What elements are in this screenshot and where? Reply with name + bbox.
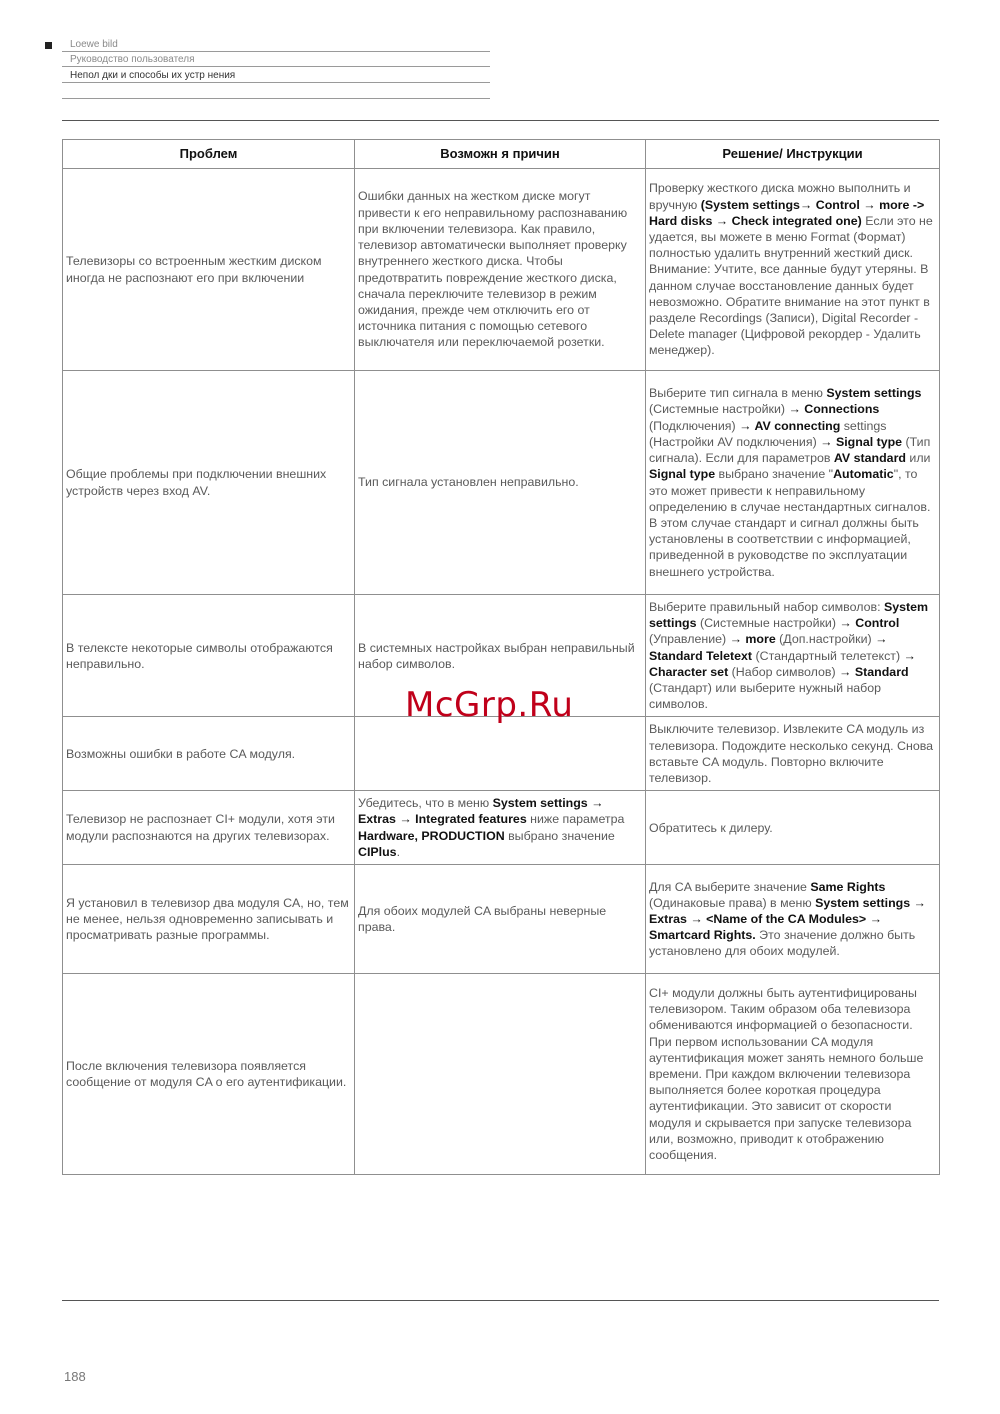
problem-cell: Возможны ошибки в работе CA модуля.: [63, 717, 355, 791]
solution-text-segment: (Одинаковые права) в меню: [649, 895, 816, 910]
solution-text-segment: → Signal type: [820, 434, 903, 449]
solution-text-segment: или: [905, 451, 931, 466]
solution-text-segment: Обратитесь к дилеру.: [649, 820, 773, 835]
solution-text-segment: (Стандартный телетекст): [752, 648, 904, 663]
problem-cell: Телевизоры со встроенным жестким диском иногда не распознают его при включении: [63, 169, 355, 371]
troubleshooting-table: [62, 139, 940, 1175]
solution-cell: [646, 717, 940, 791]
table-row: [63, 791, 940, 865]
solution-text-segment: Same Rights: [810, 879, 886, 894]
cause-cell: В системных настройках выбран неправильный набор символов.: [355, 595, 646, 717]
solution-text-segment: → Control: [839, 616, 900, 631]
cause-cell: [355, 974, 646, 1175]
solution-text-segment: CI+ модули должны быть аутентифицированы телевизором. Таким образом оба телевизора обмениваются информацией о безопасности. При первом использовании CA модуля аутентификация может занять немного больше времени. При каждом включении телевизора выполняется более короткая процедура аутентификации. Это зависит от скорости модуля и скрывается при запуске телевизора или, возможно, приводит к отображению сообщения.: [649, 985, 924, 1162]
solution-text-segment: ", то это может привести к неправильному определению в случае нестандартных сигналов. В этом случае стандарт и сигнал должны быть установлены в соответствии с информацией, приведенной в руководстве по эксплуатации внешнего устройства.: [649, 467, 931, 579]
solution-text-segment: (Стандарт) или выберите нужный набор символов.: [649, 681, 882, 712]
solution-text-segment: (System settings→ Control → more -> Hard disks → Check integrated one): [649, 197, 925, 228]
problem-cell: Общие проблемы при подключении внешних устройств через вход AV.: [63, 371, 355, 595]
cause-cell: [355, 791, 646, 865]
cause-cell: [355, 717, 646, 791]
table-header-row: [63, 140, 940, 169]
solution-text-segment: Проверку жесткого диска можно выполнить и вручную: [649, 181, 911, 212]
solution-text-segment: (Системные настройки): [696, 616, 840, 631]
cause-text-segment: Hardware, PRODUCTION: [358, 828, 505, 843]
solution-text-segment: System settings: [826, 386, 922, 401]
solution-text-segment: (Доп.настройки): [775, 632, 876, 647]
problem-cell: Телевизор не распознает CI+ модули, хотя эти модули распознаются на других телевизорах.: [63, 791, 355, 865]
solution-text-segment: (Тип сигнала). Если для параметров: [649, 434, 931, 466]
solution-text-segment: выбрано значение ": [715, 467, 834, 482]
cause-text-segment: System settings → Extras → Integrated features: [358, 796, 604, 827]
solution-text-segment: → AV connecting: [739, 418, 841, 433]
solution-text-segment: (Подключения): [649, 418, 740, 433]
solution-cell: [646, 791, 940, 865]
cause-text-segment: выбрано значение: [504, 828, 615, 843]
problem-cell: После включения телевизора появляется сообщение от модуля CA о его аутентификации.: [63, 974, 355, 1175]
solution-text-segment: System settings → Extras → <Name of the CA Modules> → Smartcard Rights.: [649, 895, 926, 943]
problem-cell: Я установил в телевизор два модуля CA, но, тем не менее, нельзя одновременно записывать и просматривать разные программы.: [63, 865, 355, 974]
bottom-rule: [62, 1300, 939, 1301]
cause-cell: Для обоих модулей CA выбраны неверные права.: [355, 865, 646, 974]
solution-text-segment: (Набор символов): [728, 664, 840, 679]
table-row: [63, 717, 940, 791]
solution-text-segment: → Connections: [788, 402, 880, 417]
solution-text-segment: → Standard Teletext: [649, 632, 888, 663]
solution-text-segment: → Character set: [649, 648, 916, 679]
solution-text-segment: → more: [729, 632, 776, 647]
solution-text-segment: Выберите тип сигнала в меню: [649, 386, 827, 401]
solution-cell: [646, 371, 940, 595]
solution-cell: [646, 865, 940, 974]
cause-text-segment: .: [396, 844, 401, 859]
solution-text-segment: Это значение должно быть установлено для обоих модулей.: [649, 928, 916, 959]
solution-cell: [646, 595, 940, 717]
header-blank-line: [62, 85, 490, 99]
page-number: 188: [64, 1369, 86, 1384]
solution-text-segment: Выключите телевизор. Извлеките CA модуль из телевизора. Подождите несколько секунд. Снова вставьте CA модуль. Повторно включите телевизор.: [649, 722, 934, 786]
solution-text-segment: Automatic: [833, 467, 894, 482]
solution-text-segment: → Standard: [839, 664, 909, 679]
cause-text-segment: ниже параметра: [526, 812, 625, 827]
column-header-solution: Решение/ Инструкции: [646, 140, 940, 169]
table-row: [63, 371, 940, 595]
solution-text-segment: Если это не удается, вы можете в меню Format (Формат) полностью удалить внутренний жесткий диск. Внимание: Учтите, все данные будут утеряны. В данном случае восстановление данных будет невозможно. Обратите внимание на этот пункт в разделе Recordings (Записи), Digital Recorder - Delete manager (Цифровой рекордер - Удалить менеджер).: [649, 213, 933, 358]
solution-text-segment: Signal type: [649, 467, 716, 482]
cause-cell: Тип сигнала установлен неправильно.: [355, 371, 646, 595]
header-brand: Loewe bild: [62, 38, 490, 52]
top-rule: [62, 120, 939, 121]
problem-cell: В телексте некоторые символы отображаются неправильно.: [63, 595, 355, 717]
table-row: [63, 974, 940, 1175]
cause-cell: Ошибки данных на жестком диске могут привести к его неправильному распознаванию при включении телевизора. Как правило, телевизор автоматически выполняет проверку внутреннего жесткого диска. Чтобы предотвратить повреждение жесткого диска, сначала переключите телевизор в режим ожидания, прежде чем отключить его от источника питания с помощью сетевого выключателя или переключаемой розетки.: [355, 169, 646, 371]
table-row: [63, 169, 940, 371]
solution-text-segment: AV standard: [833, 451, 906, 466]
column-header-cause: Возможн я причин: [355, 140, 646, 169]
header-manual: Руководство пользователя: [62, 53, 490, 67]
header-bullet: [45, 42, 52, 49]
watermark: McGrp.Ru: [405, 685, 574, 725]
solution-text-segment: (Системные настройки): [649, 402, 789, 417]
solution-text-segment: (Управление): [649, 632, 730, 647]
column-header-problem: Проблем: [63, 140, 355, 169]
solution-cell: [646, 974, 940, 1175]
solution-text-segment: Выберите правильный набор символов:: [649, 600, 884, 614]
solution-text-segment: settings (Настройки AV подключения): [649, 418, 887, 449]
solution-cell: [646, 169, 940, 371]
cause-text-segment: CIPlus: [358, 844, 397, 859]
solution-text-segment: System settings: [649, 600, 929, 631]
solution-text-segment: Для CA выберите значение: [649, 879, 811, 894]
cause-text-segment: Убедитесь, что в меню: [358, 796, 493, 811]
table-row: [63, 865, 940, 974]
header-section: Непол дки и способы их устр нения: [62, 69, 490, 83]
